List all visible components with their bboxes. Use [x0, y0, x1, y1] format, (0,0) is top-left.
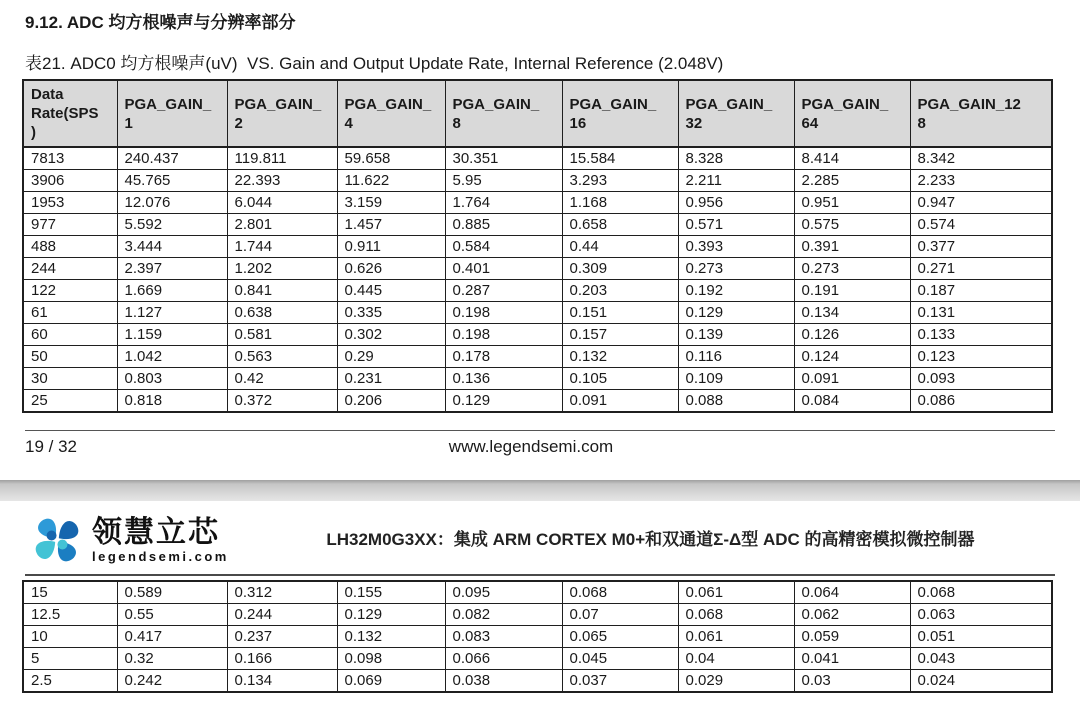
noise-value-cell: 0.105: [562, 368, 678, 390]
noise-value-cell: 0.109: [678, 368, 794, 390]
noise-value-cell: 0.391: [794, 236, 910, 258]
noise-value-cell: 0.574: [910, 214, 1052, 236]
noise-value-cell: 8.328: [678, 147, 794, 170]
noise-value-cell: 0.084: [794, 390, 910, 413]
noise-value-cell: 2.801: [227, 214, 337, 236]
page-footer: [25, 431, 1055, 458]
noise-value-cell: 0.271: [910, 258, 1052, 280]
noise-value-cell: 240.437: [117, 147, 227, 170]
noise-value-cell: 0.166: [227, 648, 337, 670]
noise-value-cell: 0.038: [445, 670, 562, 693]
logo-text: [92, 517, 229, 564]
noise-value-cell: 0.051: [910, 626, 1052, 648]
noise-value-cell: 1.457: [337, 214, 445, 236]
noise-value-cell: 0.417: [117, 626, 227, 648]
noise-value-cell: 0.062: [794, 604, 910, 626]
noise-value-cell: 0.401: [445, 258, 562, 280]
noise-value-cell: 0.55: [117, 604, 227, 626]
data-rate-cell: 25: [23, 390, 117, 413]
pdf-page-2: [0, 509, 1080, 693]
noise-value-cell: 0.068: [678, 604, 794, 626]
noise-value-cell: 8.414: [794, 147, 910, 170]
noise-value-cell: 0.04: [678, 648, 794, 670]
data-rate-cell: 7813: [23, 147, 117, 170]
table-row: [23, 324, 1052, 346]
table-row: [23, 626, 1052, 648]
table-row: [23, 390, 1052, 413]
table-row: [23, 258, 1052, 280]
noise-value-cell: 0.273: [794, 258, 910, 280]
column-header: PGA_GAIN_32: [678, 80, 794, 147]
noise-value-cell: 45.765: [117, 170, 227, 192]
column-header: PGA_GAIN_4: [337, 80, 445, 147]
noise-value-cell: 0.061: [678, 581, 794, 604]
noise-value-cell: 0.134: [794, 302, 910, 324]
column-header: PGA_GAIN_16: [562, 80, 678, 147]
noise-value-cell: 0.203: [562, 280, 678, 302]
table-header-row: [23, 80, 1052, 147]
noise-value-cell: 0.377: [910, 236, 1052, 258]
noise-value-cell: 0.091: [562, 390, 678, 413]
noise-value-cell: 59.658: [337, 147, 445, 170]
noise-value-cell: 0.192: [678, 280, 794, 302]
noise-value-cell: 0.575: [794, 214, 910, 236]
header-divider: [25, 574, 1055, 576]
noise-value-cell: 0.42: [227, 368, 337, 390]
table-row: [23, 581, 1052, 604]
table-row: [23, 236, 1052, 258]
noise-value-cell: 0.139: [678, 324, 794, 346]
noise-value-cell: 0.287: [445, 280, 562, 302]
noise-value-cell: 0.237: [227, 626, 337, 648]
noise-value-cell: 0.136: [445, 368, 562, 390]
page-number: 19 / 32: [25, 437, 77, 456]
noise-value-cell: 0.066: [445, 648, 562, 670]
noise-value-cell: 0.372: [227, 390, 337, 413]
noise-value-cell: 0.063: [910, 604, 1052, 626]
column-header: PGA_GAIN_2: [227, 80, 337, 147]
data-rate-cell: 2.5: [23, 670, 117, 693]
noise-value-cell: 1.669: [117, 280, 227, 302]
data-rate-cell: 10: [23, 626, 117, 648]
noise-value-cell: 0.563: [227, 346, 337, 368]
noise-value-cell: 0.335: [337, 302, 445, 324]
column-header: Data Rate(SPS): [23, 80, 117, 147]
noise-value-cell: 0.273: [678, 258, 794, 280]
noise-value-cell: 0.03: [794, 670, 910, 693]
adc0-rms-noise-table-continued: [22, 580, 1053, 693]
column-header: PGA_GAIN_1: [117, 80, 227, 147]
data-rate-cell: 50: [23, 346, 117, 368]
noise-value-cell: 2.211: [678, 170, 794, 192]
adc0-rms-noise-table: [22, 79, 1053, 413]
table-body-continued: [23, 581, 1052, 692]
noise-value-cell: 11.622: [337, 170, 445, 192]
noise-value-cell: 15.584: [562, 147, 678, 170]
noise-value-cell: 0.064: [794, 581, 910, 604]
noise-value-cell: 0.638: [227, 302, 337, 324]
noise-value-cell: 0.123: [910, 346, 1052, 368]
noise-value-cell: 0.191: [794, 280, 910, 302]
noise-value-cell: 3.444: [117, 236, 227, 258]
noise-value-cell: 0.178: [445, 346, 562, 368]
noise-value-cell: 0.065: [562, 626, 678, 648]
noise-value-cell: 0.393: [678, 236, 794, 258]
column-header: PGA_GAIN_8: [445, 80, 562, 147]
noise-value-cell: 0.095: [445, 581, 562, 604]
document-title: LH32M0G3XX：集成 ARM CORTEX M0+和双通道Σ-Δ型 ADC 的高精密模拟微控制器: [326, 530, 975, 549]
noise-value-cell: 0.045: [562, 648, 678, 670]
table-row: [23, 214, 1052, 236]
noise-value-cell: 30.351: [445, 147, 562, 170]
column-header: PGA_GAIN_128: [910, 80, 1052, 147]
section-title: 9.12. ADC 均方根噪声与分辨率部分: [25, 13, 296, 32]
noise-value-cell: 0.082: [445, 604, 562, 626]
noise-value-cell: 0.024: [910, 670, 1052, 693]
noise-value-cell: 0.244: [227, 604, 337, 626]
noise-value-cell: 0.124: [794, 346, 910, 368]
noise-value-cell: 0.155: [337, 581, 445, 604]
legendsemi-logo-icon: [28, 511, 86, 569]
noise-value-cell: 0.242: [117, 670, 227, 693]
noise-value-cell: 0.098: [337, 648, 445, 670]
noise-value-cell: 0.029: [678, 670, 794, 693]
noise-value-cell: 6.044: [227, 192, 337, 214]
noise-value-cell: 0.043: [910, 648, 1052, 670]
noise-value-cell: 0.131: [910, 302, 1052, 324]
noise-value-cell: 0.07: [562, 604, 678, 626]
noise-value-cell: 0.32: [117, 648, 227, 670]
noise-value-cell: 1.764: [445, 192, 562, 214]
noise-value-cell: 0.818: [117, 390, 227, 413]
table-row: [23, 170, 1052, 192]
noise-value-cell: 0.198: [445, 324, 562, 346]
noise-value-cell: 3.159: [337, 192, 445, 214]
noise-value-cell: 0.037: [562, 670, 678, 693]
noise-value-cell: 1.202: [227, 258, 337, 280]
noise-value-cell: 0.187: [910, 280, 1052, 302]
legendsemi-logo: [28, 511, 229, 569]
logo-company-name: 领慧立芯: [92, 515, 220, 549]
data-rate-cell: 3906: [23, 170, 117, 192]
noise-value-cell: 0.198: [445, 302, 562, 324]
noise-value-cell: 3.293: [562, 170, 678, 192]
table-row: [23, 670, 1052, 693]
table-row: [23, 368, 1052, 390]
noise-value-cell: 0.091: [794, 368, 910, 390]
noise-value-cell: 0.151: [562, 302, 678, 324]
footer-website: www.legendsemi.com: [448, 437, 614, 456]
noise-value-cell: 0.947: [910, 192, 1052, 214]
data-rate-cell: 60: [23, 324, 117, 346]
noise-value-cell: 0.061: [678, 626, 794, 648]
noise-value-cell: 0.132: [337, 626, 445, 648]
noise-value-cell: 0.29: [337, 346, 445, 368]
data-rate-cell: 244: [23, 258, 117, 280]
noise-value-cell: 1.042: [117, 346, 227, 368]
noise-value-cell: 0.206: [337, 390, 445, 413]
noise-value-cell: 0.658: [562, 214, 678, 236]
table-row: [23, 648, 1052, 670]
table-row: [23, 302, 1052, 324]
noise-value-cell: 5.592: [117, 214, 227, 236]
noise-value-cell: 5.95: [445, 170, 562, 192]
data-rate-cell: 977: [23, 214, 117, 236]
table-row: [23, 192, 1052, 214]
page-separator: [0, 480, 1080, 501]
noise-value-cell: 0.309: [562, 258, 678, 280]
noise-value-cell: 0.059: [794, 626, 910, 648]
noise-value-cell: 0.44: [562, 236, 678, 258]
table-body: [23, 147, 1052, 412]
noise-value-cell: 0.841: [227, 280, 337, 302]
noise-value-cell: 0.571: [678, 214, 794, 236]
noise-value-cell: 0.956: [678, 192, 794, 214]
noise-value-cell: 2.233: [910, 170, 1052, 192]
data-rate-cell: 12.5: [23, 604, 117, 626]
noise-value-cell: 0.231: [337, 368, 445, 390]
noise-value-cell: 1.127: [117, 302, 227, 324]
noise-value-cell: 22.393: [227, 170, 337, 192]
noise-value-cell: 0.068: [562, 581, 678, 604]
noise-value-cell: 12.076: [117, 192, 227, 214]
noise-value-cell: 0.584: [445, 236, 562, 258]
noise-value-cell: 0.116: [678, 346, 794, 368]
noise-value-cell: 0.069: [337, 670, 445, 693]
noise-value-cell: 0.132: [562, 346, 678, 368]
table-caption: 表21. ADC0 均方根噪声(uV) VS. Gain and Output Update Rate, Internal Reference (2.048V): [25, 54, 724, 73]
noise-value-cell: 2.397: [117, 258, 227, 280]
noise-value-cell: 0.086: [910, 390, 1052, 413]
noise-value-cell: 0.951: [794, 192, 910, 214]
noise-value-cell: 0.803: [117, 368, 227, 390]
noise-value-cell: 2.285: [794, 170, 910, 192]
noise-value-cell: 1.159: [117, 324, 227, 346]
noise-value-cell: 0.093: [910, 368, 1052, 390]
noise-value-cell: 8.342: [910, 147, 1052, 170]
noise-value-cell: 0.589: [117, 581, 227, 604]
data-rate-cell: 61: [23, 302, 117, 324]
page2-header: [28, 509, 1058, 571]
noise-value-cell: 119.811: [227, 147, 337, 170]
noise-value-cell: 0.445: [337, 280, 445, 302]
noise-value-cell: 0.129: [445, 390, 562, 413]
data-rate-cell: 5: [23, 648, 117, 670]
table-row: [23, 147, 1052, 170]
logo-domain: legendsemi.com: [92, 548, 229, 564]
noise-value-cell: 0.312: [227, 581, 337, 604]
noise-value-cell: 0.885: [445, 214, 562, 236]
noise-value-cell: 0.129: [678, 302, 794, 324]
noise-value-cell: 0.157: [562, 324, 678, 346]
noise-value-cell: 0.126: [794, 324, 910, 346]
noise-value-cell: 0.129: [337, 604, 445, 626]
column-header: PGA_GAIN_64: [794, 80, 910, 147]
data-rate-cell: 1953: [23, 192, 117, 214]
noise-value-cell: 0.911: [337, 236, 445, 258]
noise-value-cell: 1.744: [227, 236, 337, 258]
noise-value-cell: 1.168: [562, 192, 678, 214]
noise-value-cell: 0.134: [227, 670, 337, 693]
noise-value-cell: 0.088: [678, 390, 794, 413]
data-rate-cell: 15: [23, 581, 117, 604]
noise-value-cell: 0.041: [794, 648, 910, 670]
noise-value-cell: 0.133: [910, 324, 1052, 346]
noise-value-cell: 0.581: [227, 324, 337, 346]
table-row: [23, 346, 1052, 368]
table-row: [23, 280, 1052, 302]
noise-value-cell: 0.302: [337, 324, 445, 346]
noise-value-cell: 0.068: [910, 581, 1052, 604]
noise-value-cell: 0.083: [445, 626, 562, 648]
table-row: [23, 604, 1052, 626]
data-rate-cell: 122: [23, 280, 117, 302]
data-rate-cell: 30: [23, 368, 117, 390]
noise-value-cell: 0.626: [337, 258, 445, 280]
data-rate-cell: 488: [23, 236, 117, 258]
